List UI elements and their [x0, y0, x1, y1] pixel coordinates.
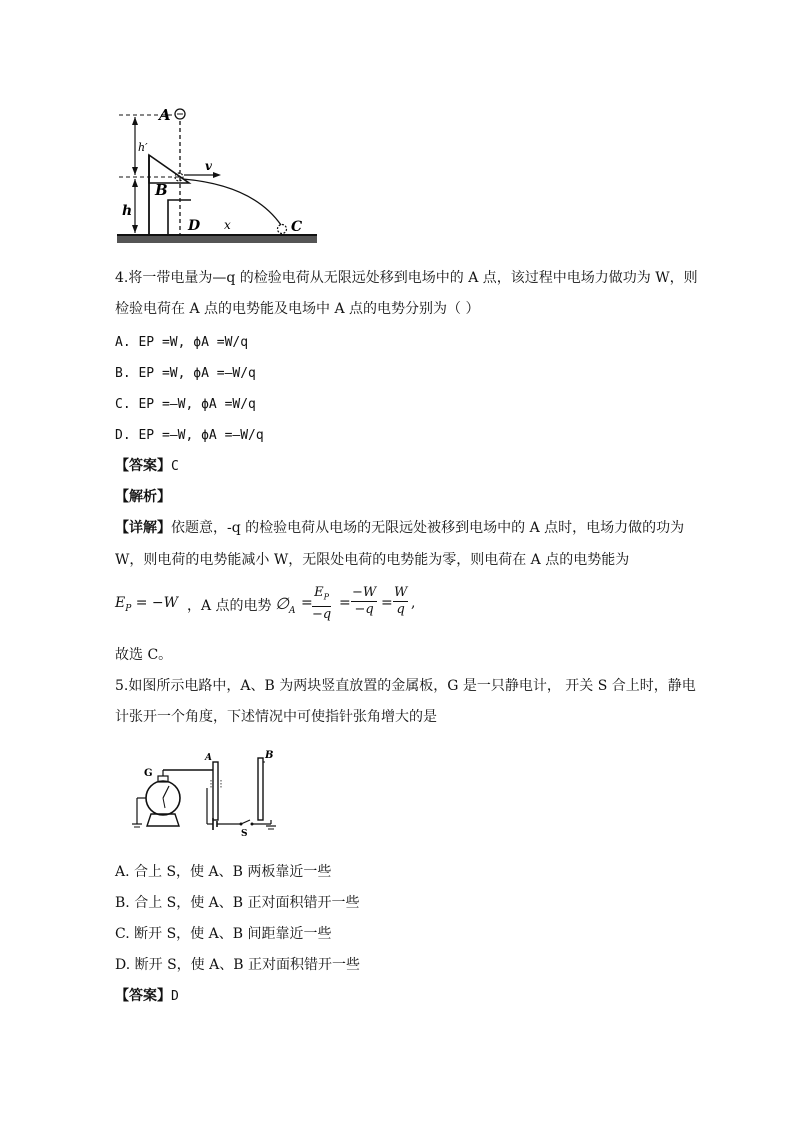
q4-stem-line1: 4.将一带电量为—q 的检验电荷从无限远处移到电场中的 A 点，该过程中电场力做功为 W，则 [115, 270, 698, 286]
q4-option-c: C. EP =—W, ϕA =W/q [115, 397, 256, 412]
label-plate-A: A [205, 753, 212, 763]
label-h: h [122, 203, 133, 219]
q4-answer [115, 456, 179, 477]
q5-answer [115, 986, 179, 1007]
q5-answer-label: 【答案】 [115, 988, 171, 1004]
label-x: x [224, 218, 231, 232]
q4-option-a: A. EP =W, ϕA =W/q [115, 335, 249, 350]
q5-option-b: B. 合上 S，使 A、B 正对面积错开一些 [115, 895, 360, 911]
q5-option-d: D. 断开 S，使 A、B 正对面积错开一些 [115, 957, 360, 973]
formula-eq1: = [301, 595, 313, 611]
q4-stem-line2: 检验电荷在 A 点的电势能及电场中 A 点的电势分别为（ ） [115, 301, 480, 317]
label-plate-B: B [265, 750, 274, 761]
q5-option-c: C. 断开 S，使 A、B 间距靠近一些 [115, 926, 332, 942]
formula-phi: $\emptyset_A$ [275, 594, 296, 617]
q5-stem-line2: 计张开一个角度，下述情况中可使指针张角增大的是 [115, 709, 437, 725]
formula-end: , [411, 595, 416, 611]
formula-mid-text: ，A 点的电势 [187, 598, 272, 614]
label-B: B [155, 181, 168, 199]
electroscope-circuit-diagram [125, 748, 295, 838]
q4-detail-text1: 依题意，-q 的检验电荷从电场的无限远处被移到电场中的 A 点时，电场力做的功为 [171, 520, 685, 536]
projectile-diagram [113, 105, 323, 250]
q5-option-a: A. 合上 S，使 A、B 两板靠近一些 [115, 864, 332, 880]
label-A: A [159, 106, 171, 124]
q4-analysis-label: 【解析】 [115, 489, 171, 505]
formula-eq3: = [381, 595, 393, 611]
q4-detail-line1 [115, 518, 684, 538]
formula-frac1: $\frac{E_P}{-q}$ [312, 585, 332, 622]
q4-option-b: B. EP =W, ϕA =—W/q [115, 366, 256, 381]
q5-answer-value: D [171, 989, 179, 1004]
formula-eq2: = [339, 595, 351, 611]
label-v: v [205, 159, 212, 173]
label-G: G [144, 768, 153, 779]
formula-frac2: $\frac{-W}{-q}$ [352, 585, 377, 617]
formula-frac3: $\frac{W}{q}$ [394, 585, 408, 617]
label-S: S [241, 829, 248, 838]
q4-option-d: D. EP =—W, ϕA =—W/q [115, 428, 264, 443]
q4-detail-line2: W，则电荷的电势能减小 W，无限处电荷的电势能为零，则电荷在 A 点的电势能为 [115, 552, 630, 568]
label-h-prime: h′ [138, 141, 148, 154]
q4-detail-label: 【详解】 [115, 520, 171, 536]
q4-conclusion: 故选 C。 [115, 647, 173, 663]
q4-answer-label: 【答案】 [115, 458, 171, 474]
label-D: D [188, 218, 201, 234]
q4-answer-value: C [171, 459, 179, 474]
formula-ep: $E_P = -W$ [115, 595, 179, 614]
q5-stem-line1: 5.如图所示电路中，A、B 为两块竖直放置的金属板，G 是一只静电计， 开关 S 合上时，静电 [115, 678, 696, 694]
label-C: C [291, 219, 303, 235]
